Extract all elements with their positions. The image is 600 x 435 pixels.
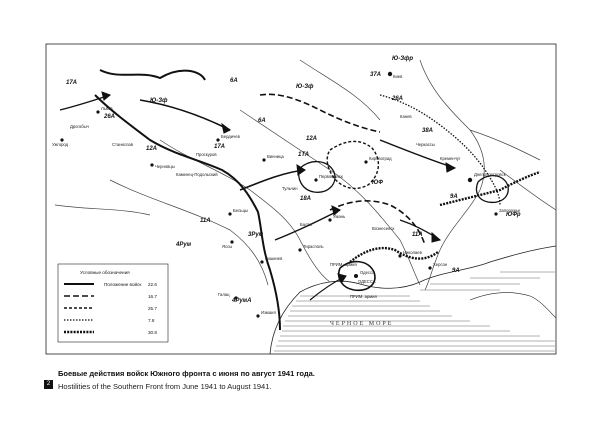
unit-label: 17А <box>66 80 78 86</box>
unit-label: 6А <box>258 118 266 124</box>
unit-label: 9А <box>452 268 460 274</box>
legend-date: 25.7 <box>148 306 157 311</box>
unit-label: 11А <box>412 232 423 238</box>
unit-label: 3Рум <box>248 232 264 238</box>
unit-label: Ю-Зф <box>150 98 168 104</box>
unit-label: ПРИМ. армия <box>330 262 357 267</box>
place-label: Кишинев <box>265 256 283 261</box>
place-label: Балта <box>300 222 312 227</box>
unit-label: 11А <box>200 218 211 224</box>
unit-label: ЮФ <box>372 180 383 186</box>
page-marker: 2 <box>44 380 53 389</box>
place-label: Дрогобыч <box>70 124 89 129</box>
unit-label: 26А <box>392 96 404 102</box>
place-label: Первомайск <box>319 174 343 179</box>
place-label: Одесса <box>360 270 375 275</box>
legend <box>58 264 168 342</box>
unit-label: 38А <box>422 128 434 134</box>
unit-label: 9А <box>450 194 458 200</box>
unit-label: Ю-Зфр <box>392 56 414 62</box>
place-label: Каменец-Подольский <box>176 172 218 177</box>
legend-date: 22.6 <box>148 282 157 287</box>
place-label: Кременчуг <box>440 156 461 161</box>
place-label: Запорожье <box>499 208 521 213</box>
place-label: Днепропетровск <box>474 172 506 177</box>
place-label: Херсон <box>433 262 448 267</box>
unit-label: ПРИМ. армия <box>350 294 377 299</box>
place-label: Галац <box>218 292 230 297</box>
unit-label: ЮФр <box>506 212 521 218</box>
place-label: Кировоград <box>369 156 392 161</box>
place-label: Вознесенск <box>372 226 395 231</box>
place-label: Проскуров <box>196 152 217 157</box>
unit-label: 26А <box>104 114 116 120</box>
unit-label: 6А <box>230 78 238 84</box>
place-label: Умань <box>333 214 346 219</box>
unit-label: 4РумА <box>232 298 252 304</box>
legend-date: 16.7 <box>148 294 157 299</box>
place-label: Измаил <box>261 310 276 315</box>
unit-label: 17А <box>214 144 226 150</box>
unit-label: 18А <box>300 196 312 202</box>
place-label: Ужгород <box>52 142 69 147</box>
place-label: Тирасполь <box>303 244 324 249</box>
place-label: Николаев <box>403 250 422 255</box>
legend-title: Условные обозначения <box>80 270 130 275</box>
unit-label: 37А <box>370 72 382 78</box>
place-label: Черновцы <box>155 164 175 169</box>
legend-date: 30.8 <box>148 330 157 335</box>
place-label: Бельцы <box>233 208 248 213</box>
unit-label: Ю-Зф <box>296 84 314 90</box>
legend-date: 7.8 <box>148 318 155 323</box>
unit-label: 12А <box>146 146 158 152</box>
place-label: Бердичев <box>221 134 240 139</box>
unit-label: 12А <box>306 136 318 142</box>
unit-label: ОДЕССА <box>358 279 376 284</box>
place-label: Яссы <box>222 244 233 249</box>
place-label: Киев <box>393 74 403 79</box>
place-label: Львов <box>101 106 113 111</box>
sea-label: ЧЕРНОЕ МОРЕ <box>330 321 394 327</box>
place-label: Винница <box>267 154 284 159</box>
place-label: Тульчин <box>282 186 298 191</box>
caption-russian: Боевые действия войск Южного фронта с июня по август 1941 года. <box>58 369 315 378</box>
place-label: Черкассы <box>416 142 435 147</box>
legend-label: Положение войск <box>104 282 142 287</box>
place-label: Канев <box>400 114 412 119</box>
unit-label: 4Рум <box>176 242 192 248</box>
unit-label: 1ТА <box>298 152 310 158</box>
place-label: Станислав <box>112 142 133 147</box>
caption-english: Hostilities of the Southern Front from June 1941 to August 1941. <box>58 382 272 391</box>
